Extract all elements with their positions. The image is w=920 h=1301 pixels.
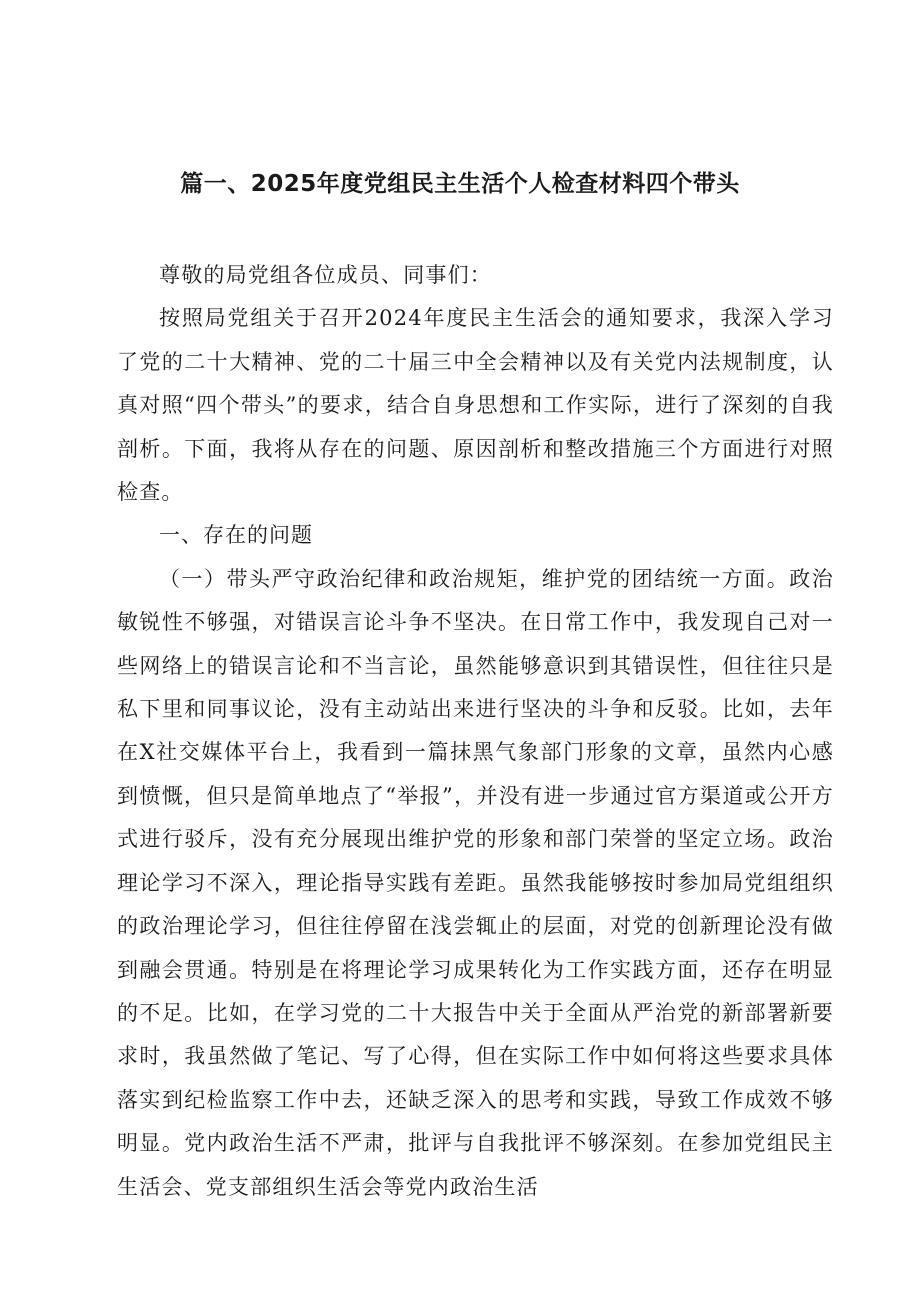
document-title: 篇一、2025年度党组民主生活个人检查材料四个带头: [180, 171, 740, 197]
intro-paragraph: 按照局党组关于召开2024年度民主生活会的通知要求，我深入学习了党的二十大精神、党的二十届三中全会精神以及有关党内法规制度，认真对照“四个带头”的要求，结合自身思想和工作实际，进行了深刻的自我剖析。下面，我将从存在的问题、原因剖析和整改措施三个方面进行对照检查。: [117, 306, 834, 505]
body-paragraph: （一）带头严守政治纪律和政治规矩，维护党的团结统一方面。政治敏锐性不够强，对错误言论斗争不坚决。在日常工作中，我发现自己对一些网络上的错误言论和不当言论，虽然能够意识到其错误性，但往往只是私下里和同事议论，没有主动站出来进行坚决的斗争和反驳。比如，去年在X社交媒体平台上，我看到一篇抹黑气象部门形象的文章，虽然内心感到愤慨，但只是简单地点了“举报”，并没有进一步通过官方渠道或公开方式进行驳斥，没有充分展现出维护党的形象和部门荣誉的坚定立场。政治理论学习不深入，理论指导实践有差距。虽然我能够按时参加局党组组织的政治理论学习，但往往停留在浅尝辄止的层面，对党的创新理论没有做到融会贯通。特别是在将理论学习成果转化为工作实践方面，还存在明显的不足。比如，在学习党的二十大报告中关于全面从严治党的新部署新要求时，我虽然做了笔记、写了心得，但在实际工作中如何将这些要求具体落实到纪检监察工作中去，还缺乏深入的思考和实践，导致工作成效不够明显。党内政治生活不严肃，批评与自我批评不够深刻。在参加党组民主生活会、党支部组织生活会等党内政治生活: [117, 566, 834, 1199]
salutation: 尊敬的局党组各位成员、同事们：: [159, 263, 492, 287]
document-body: [117, 254, 834, 1209]
section-heading: 一、存在的问题: [159, 523, 313, 548]
